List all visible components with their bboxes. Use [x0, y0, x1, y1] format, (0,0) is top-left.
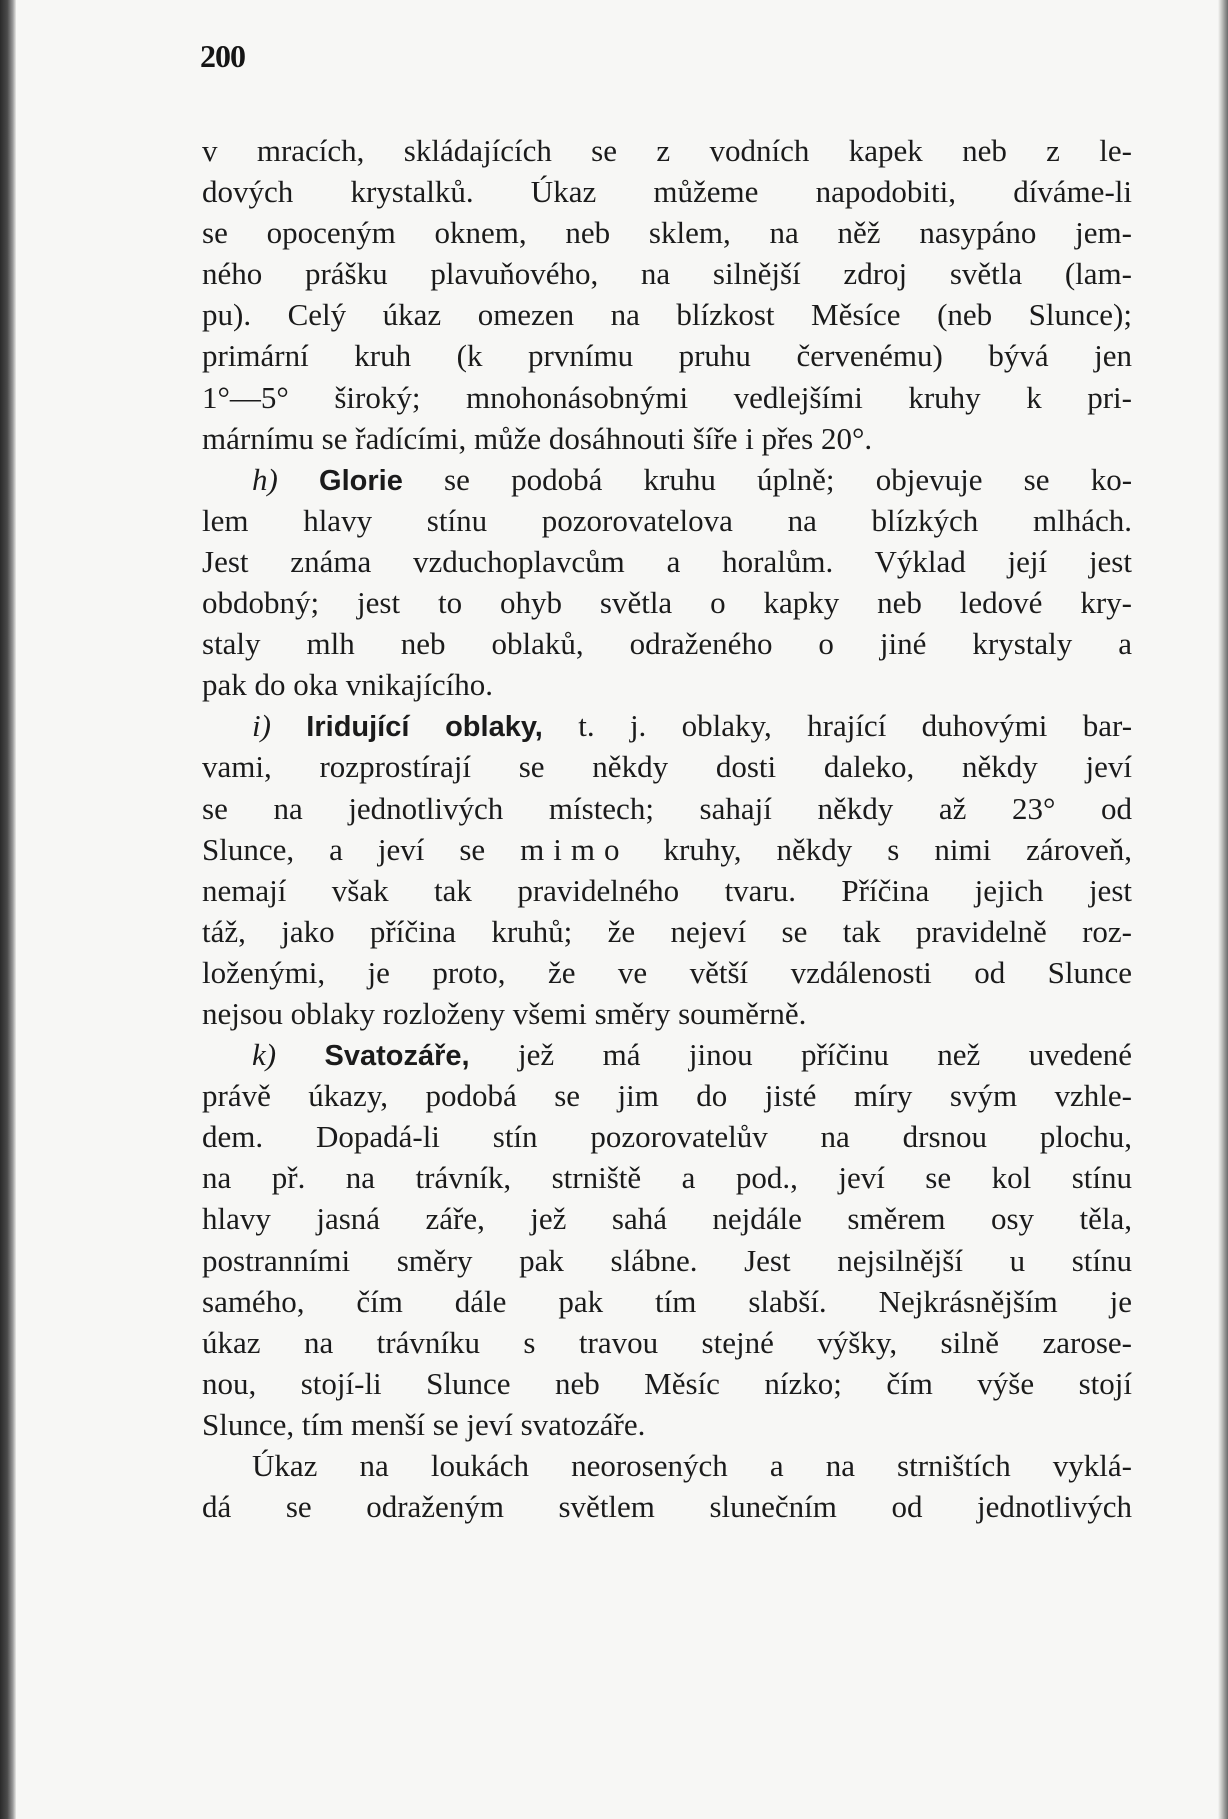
- text-run: se podobá kruhu úplně; objevuje se ko-: [444, 461, 1133, 497]
- section-heading: Iridující oblaky,: [306, 711, 543, 744]
- text-line: [202, 459, 1132, 500]
- text-line: lem hlavy stínu pozorovatelova na blízkých mlhách.: [202, 502, 1132, 538]
- text-line: obdobný; jest to ohyb světla o kapky neb ledové kry-: [202, 585, 1132, 621]
- text-run: t. j. oblaky, hrající duhovými bar-: [578, 708, 1133, 744]
- text-line: [202, 705, 1132, 746]
- binding-edge: [0, 0, 16, 1819]
- spaced-emphasis: mimo: [520, 831, 629, 867]
- text-line: táž, jako příčina kruhů; že nejeví se tak pravidelně roz-: [202, 913, 1132, 949]
- page-edge: [1218, 0, 1228, 1819]
- paragraph: [202, 1445, 1132, 1527]
- section-marker: i): [252, 708, 271, 744]
- section-marker: k): [252, 1037, 277, 1073]
- text-run: jež má jinou příčinu než uvedené: [518, 1037, 1133, 1073]
- text-line: loženými, je proto, že ve větší vzdálenosti od Slunce: [202, 954, 1132, 990]
- text-line: pu). Celý úkaz omezen na blízkost Měsíce (neb Slunce);: [202, 297, 1132, 333]
- section-marker: h): [252, 461, 278, 497]
- text-line: dových krystalků. Úkaz můžeme napodobiti, díváme-li: [202, 174, 1132, 210]
- text-line: 1°—5° široký; mnohonásobnými vedlejšími kruhy k pri-: [202, 379, 1132, 415]
- section-heading: Svatozáře,: [324, 1040, 470, 1073]
- text-line: nou, stojí-li Slunce neb Měsíc nízko; čím výše stojí: [202, 1365, 1132, 1401]
- text-line: [202, 829, 1132, 870]
- page-number: 200: [200, 38, 245, 74]
- text-line: Úkaz na loukách neorosených a na strništích vyklá-: [252, 1448, 1132, 1483]
- text-line: na př. na trávník, strniště a pod., jeví se kol stínu: [202, 1160, 1132, 1196]
- text-line: se na jednotlivých místech; sahají někdy až 23° od: [202, 790, 1132, 826]
- text-line: postranními směry pak slábne. Jest nejsilnější u stínu: [202, 1242, 1132, 1278]
- text-line: Jest známa vzduchoplavcům a horalům. Výklad její jest: [202, 543, 1132, 579]
- paragraph-svatozare: [202, 1034, 1132, 1445]
- text-line: úkaz na trávníku s travou stejné výšky, silně zarose-: [202, 1324, 1132, 1360]
- paragraph-iridujici-oblaky: [202, 705, 1132, 1034]
- text-run: kruhy, někdy s nimi zároveň,: [663, 831, 1133, 867]
- text-run: Slunce, a jeví se: [202, 831, 486, 867]
- text-line: právě úkazy, podobá se jim do jisté míry svým vzhle-: [202, 1078, 1132, 1114]
- text-line: hlavy jasná záře, jež sahá nejdále směrem osy těla,: [202, 1201, 1132, 1237]
- text-line: se opoceným oknem, neb sklem, na něž nasypáno jem-: [202, 215, 1132, 251]
- text-line: vami, rozprostírají se někdy dosti daleko, někdy jeví: [202, 749, 1132, 785]
- text-line: nemají však tak pravidelného tvaru. Příčina jejich jest: [202, 872, 1132, 908]
- text-line: dem. Dopadá-li stín pozorovatelův na drsnou plochu,: [202, 1119, 1132, 1155]
- text-line: samého, čím dále pak tím slabší. Nejkrásnějším je: [202, 1283, 1132, 1319]
- text-line: márnímu se řadícími, může dosáhnouti šíře i přes 20°.: [202, 420, 873, 456]
- text-line: v mracích, skládajících se z vodních kapek neb z le-: [202, 133, 1132, 168]
- text-line: pak do oka vnikajícího.: [202, 667, 493, 703]
- section-heading: Glorie: [319, 464, 403, 497]
- text-line: nejsou oblaky rozloženy všemi směry souměrně.: [202, 995, 807, 1031]
- text-line: Slunce, tím menší se jeví svatozáře.: [202, 1406, 646, 1442]
- paragraph-glorie: [202, 459, 1132, 706]
- text-line: [202, 1034, 1132, 1075]
- text-line: dá se odraženým světlem slunečním od jednotlivých: [202, 1489, 1132, 1525]
- text-line: ného prášku plavuňového, na silnější zdroj světla (lam-: [202, 256, 1132, 292]
- text-line: primární kruh (k prvnímu pruhu červenému) bývá jen: [202, 338, 1132, 374]
- body-text: [202, 130, 1132, 1527]
- paragraph: [202, 130, 1132, 459]
- text-line: staly mlh neb oblaků, odraženého o jiné krystaly a: [202, 626, 1132, 662]
